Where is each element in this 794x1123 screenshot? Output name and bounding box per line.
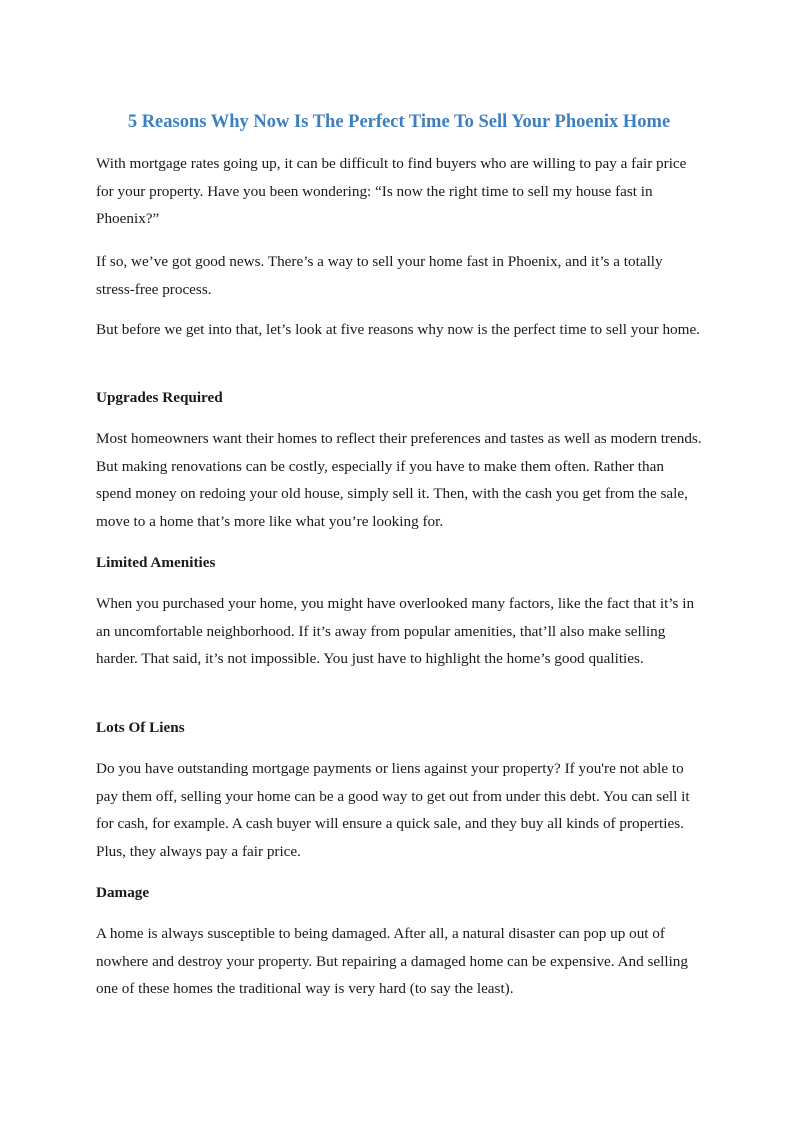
section-body-damage: A home is always susceptible to being damaged. After all, a natural disaster can pop up out of nowhere and destroy your property. But repairing a damaged home can be expensive. And selling one of these homes the traditional way is very hard (to say the least). [96, 925, 688, 997]
section-heading-liens: Lots Of Liens [96, 719, 185, 736]
section-body-liens: Do you have outstanding mortgage payments or liens against your property? If you're not able to pay them off, selling your home can be a good way to get out from under this debt. You can sell it for cash, for example. A cash buyer will ensure a quick sale, and they buy all kinds of properties. Plus, they always pay a fair price. [96, 760, 690, 860]
page-title: 5 Reasons Why Now Is The Perfect Time To Sell Your Phoenix Home [127, 112, 671, 132]
section-heading-amenities: Limited Amenities [96, 554, 216, 571]
section-body-amenities: When you purchased your home, you might have overlooked many factors, like the fact that it’s in an uncomfortable neighborhood. If it’s away from popular amenities, that’ll also make selling harder. That said, it’s not impossible. You just have to highlight the home’s good qualities. [96, 595, 695, 667]
intro-paragraph-1: With mortgage rates going up, it can be difficult to find buyers who are willing to pay a fair price for your property. Have you been wondering: “Is now the right time to sell my house fast in Phoenix?” [96, 155, 687, 227]
section-heading-damage: Damage [96, 884, 150, 901]
section-heading-upgrades: Upgrades Required [96, 389, 223, 406]
intro-paragraph-2: If so, we’ve got good news. There’s a way to sell your home fast in Phoenix, and it’s a totally stress-free process. [96, 253, 663, 298]
intro-paragraph-3: But before we get into that, let’s look at five reasons why now is the perfect time to sell your home. [96, 321, 700, 338]
section-body-upgrades: Most homeowners want their homes to reflect their preferences and tastes as well as modern trends. But making renovations can be costly, especially if you have to make them often. Rather than spend money on redoing your old house, simply sell it. Then, with the cash you get from the sale, move to a home that’s more like what you’re looking for. [96, 430, 702, 530]
